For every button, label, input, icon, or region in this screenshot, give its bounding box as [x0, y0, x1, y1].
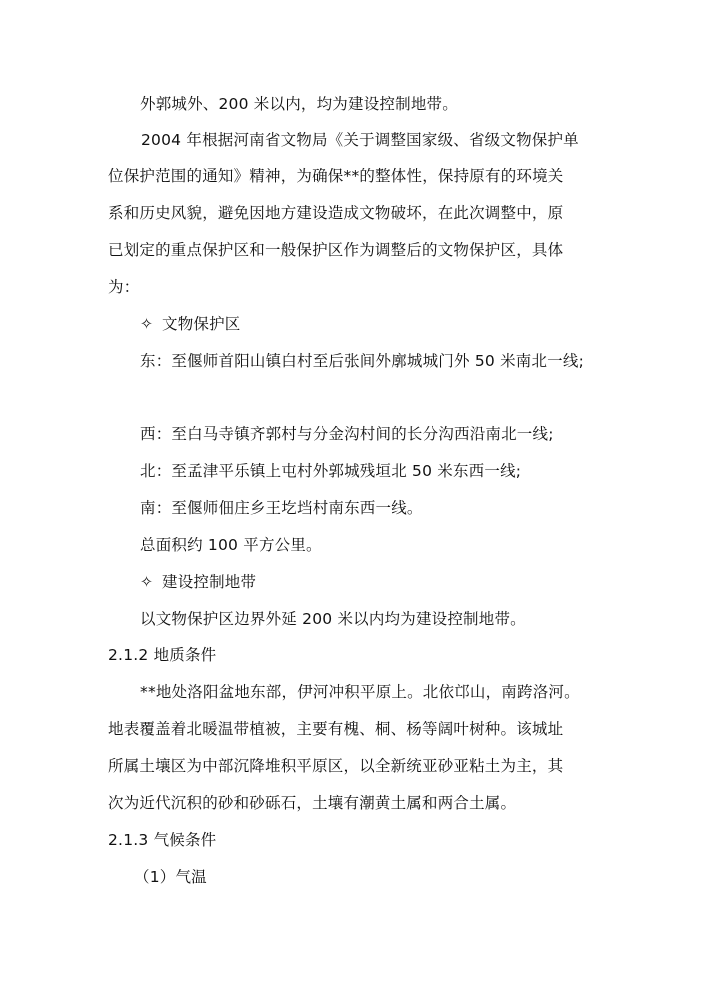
section-heading-text: 文物保护区: [162, 315, 241, 333]
boundary-north: 北：至孟津平乐镇上屯村外郭城残垣北 50 米东西一线;: [140, 462, 522, 480]
heading-geology: 2.1.2 地质条件: [108, 646, 217, 664]
section-heading-protection-zone: [140, 314, 241, 334]
boundary-west: 西：至白马寺镇齐郭村与分金沟村间的长分沟西沿南北一线;: [140, 425, 554, 443]
heading-climate: 2.1.3 气候条件: [108, 831, 217, 849]
control-zone-description: 以文物保护区边界外延 200 米以内均为建设控制地带。: [140, 610, 526, 628]
boundary-south: 南：至偃师佃庄乡王圪垱村南东西一线。: [140, 499, 423, 517]
total-area: 总面积约 100 平方公里。: [140, 536, 322, 554]
boundary-east: 东：至偃师首阳山镇白村至后张间外廓城城门外 50 米南北一线;: [140, 352, 585, 370]
section-heading-control-zone: [140, 572, 256, 592]
geology-line-1: **地处洛阳盆地东部，伊河冲积平原上。北依邙山，南跨洛河。: [140, 683, 580, 701]
section-heading-text: 建设控制地带: [162, 573, 257, 591]
paragraph-line-6: 为：: [108, 278, 140, 296]
paragraph-line-3: 位保护范围的通知》精神，为确保**的整体性，保持原有的环境关: [108, 167, 564, 185]
paragraph-line-4: 系和历史风貌，避免因地方建设造成文物破坏，在此次调整中，原: [108, 204, 564, 222]
paragraph-line-5: 已划定的重点保护区和一般保护区作为调整后的文物保护区，具体: [108, 241, 564, 259]
paragraph-line-1: 外郭城外、200 米以内，均为建设控制地带。: [140, 95, 458, 113]
diamond-bullet-icon: ✧: [140, 573, 154, 591]
subheading-temperature: （1）气温: [134, 868, 207, 886]
geology-line-3: 所属土壤区为中部沉降堆积平原区，以全新统亚砂亚粘土为主，其: [108, 757, 564, 775]
paragraph-line-2: 2004 年根据河南省文物局《关于调整国家级、省级文物保护单: [141, 131, 579, 149]
geology-line-4: 次为近代沉积的砂和砂砾石，土壤有潮黄土属和两合土属。: [108, 794, 517, 812]
diamond-bullet-icon: ✧: [140, 315, 154, 333]
geology-line-2: 地表覆盖着北暖温带植被，主要有槐、桐、杨等阔叶树种。该城址: [108, 720, 564, 738]
